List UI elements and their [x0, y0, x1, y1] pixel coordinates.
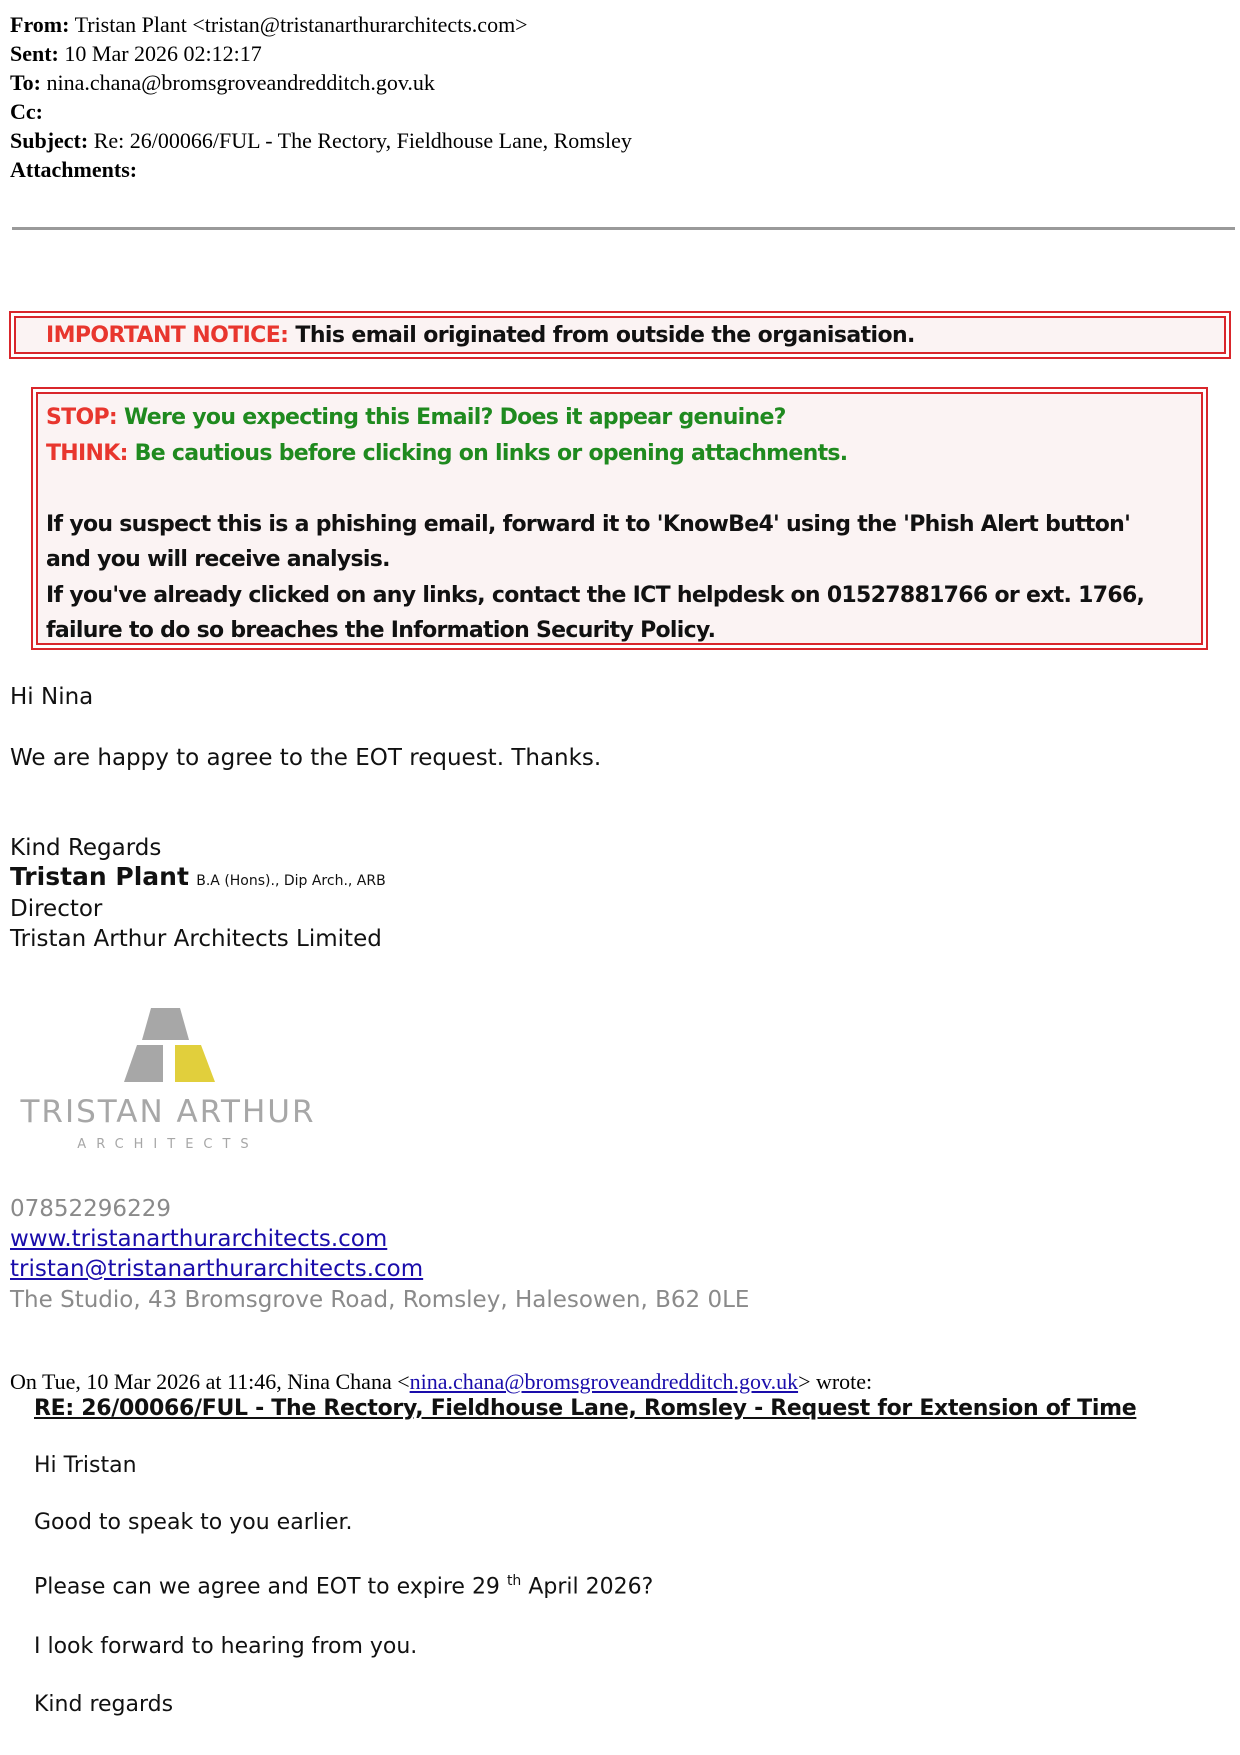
quoted-intro-email-link[interactable]: nina.chana@bromsgroveandredditch.gov.uk [409, 1369, 799, 1394]
logo-left-leg-shape [124, 1045, 163, 1082]
quoted-line-1: Good to speak to you earlier. [34, 1510, 353, 1535]
from-value[interactable]: Tristan Plant <tristan@tristanarthurarchitects.com> [74, 12, 528, 37]
think-line [46, 436, 1206, 472]
signature-phone[interactable]: 07852296229 [10, 1196, 171, 1222]
cc-label: Cc: [10, 99, 43, 124]
reply-signoff: Kind Regards [10, 835, 162, 861]
signature-email-link[interactable]: tristan@tristanarthurarchitects.com [10, 1256, 424, 1282]
from-label: From: [10, 12, 70, 37]
phish-alert-line-2: and you will receive analysis. [46, 547, 390, 572]
quoted-line-2 [34, 1573, 653, 1599]
email-header [10, 10, 632, 184]
header-divider [12, 227, 1235, 230]
signature-credentials: B.A (Hons)., Dip Arch., ARB [196, 873, 386, 889]
signature-name: Tristan Plant [10, 862, 189, 891]
phish-alert-line-1: If you suspect this is a phishing email, forward it to 'KnowBe4' using the 'Phish Alert button' [46, 511, 1131, 537]
to-label: To: [10, 70, 41, 95]
quoted-greeting: Hi Tristan [34, 1453, 137, 1478]
subject-value: Re: 26/00066/FUL - The Rectory, Fieldhouse Lane, Romsley [93, 128, 632, 153]
quoted-intro-prefix: On Tue, 10 Mar 2026 at 11:46, Nina Chana < [10, 1369, 410, 1394]
signature-company: Tristan Arthur Architects Limited [10, 926, 382, 952]
logo-subtitle: ARCHITECTS [77, 1137, 259, 1152]
stop-text: Were you expecting this Email? Does it appear genuine? [123, 405, 786, 430]
logo-apex-shape [142, 1008, 189, 1040]
helpdesk-line-2: failure to do so breaches the Information Security Policy. [46, 618, 716, 643]
attachments-row [10, 155, 632, 184]
quoted-line-2-sup: th [506, 1573, 522, 1589]
think-text: Be cautious before clicking on links or opening attachments. [134, 440, 848, 466]
signature-website-link[interactable]: www.tristanarthurarchitects.com [10, 1226, 388, 1252]
stop-label: STOP: [46, 405, 117, 430]
from-row [10, 10, 632, 39]
sent-value: 10 Mar 2026 02:12:17 [64, 41, 262, 66]
important-notice-text: This email originated from outside the organisation. [295, 323, 915, 348]
quoted-subject: RE: 26/00066/FUL - The Rectory, Fieldhouse Lane, Romsley - Request for Extension of Time [34, 1396, 1137, 1421]
sent-label: Sent: [10, 41, 59, 66]
helpdesk-line-1: If you've already clicked on any links, contact the ICT helpdesk on 01527881766 or ext. 1766, [46, 582, 1145, 608]
quoted-line-3: I look forward to hearing from you. [34, 1634, 418, 1659]
important-notice-label: IMPORTANT NOTICE: [46, 323, 289, 348]
signature-title: Director [10, 896, 103, 922]
think-label: THINK: [46, 440, 128, 466]
quoted-signoff: Kind regards [34, 1692, 174, 1717]
company-logo [20, 985, 320, 1155]
to-value[interactable]: nina.chana@bromsgroveandredditch.gov.uk [46, 70, 435, 95]
phishing-warning-box [31, 387, 1208, 650]
quoted-line-2-suffix: April 2026? [528, 1574, 654, 1600]
subject-label: Subject: [10, 128, 89, 153]
quoted-intro [10, 1369, 872, 1395]
quoted-line-2-prefix: Please can we agree and EOT to expire 29 [34, 1574, 500, 1600]
logo-right-leg-shape [175, 1045, 215, 1082]
external-email-banner [9, 311, 1231, 359]
to-row [10, 68, 632, 97]
sent-row [10, 39, 632, 68]
cc-row [10, 97, 632, 126]
logo-wordmark: TRISTAN ARTHUR [20, 1094, 316, 1130]
quoted-intro-suffix: > wrote: [798, 1369, 873, 1394]
signature-name-line [10, 862, 386, 891]
signature-address: The Studio, 43 Bromsgrove Road, Romsley, Halesowen, B62 0LE [10, 1287, 750, 1313]
attachments-label: Attachments: [10, 157, 138, 182]
subject-row [10, 126, 632, 155]
tristan-arthur-logo-icon [20, 985, 320, 1155]
stop-line [46, 400, 1206, 436]
reply-body: We are happy to agree to the EOT request. Thanks. [10, 745, 602, 771]
reply-greeting: Hi Nina [10, 684, 94, 710]
